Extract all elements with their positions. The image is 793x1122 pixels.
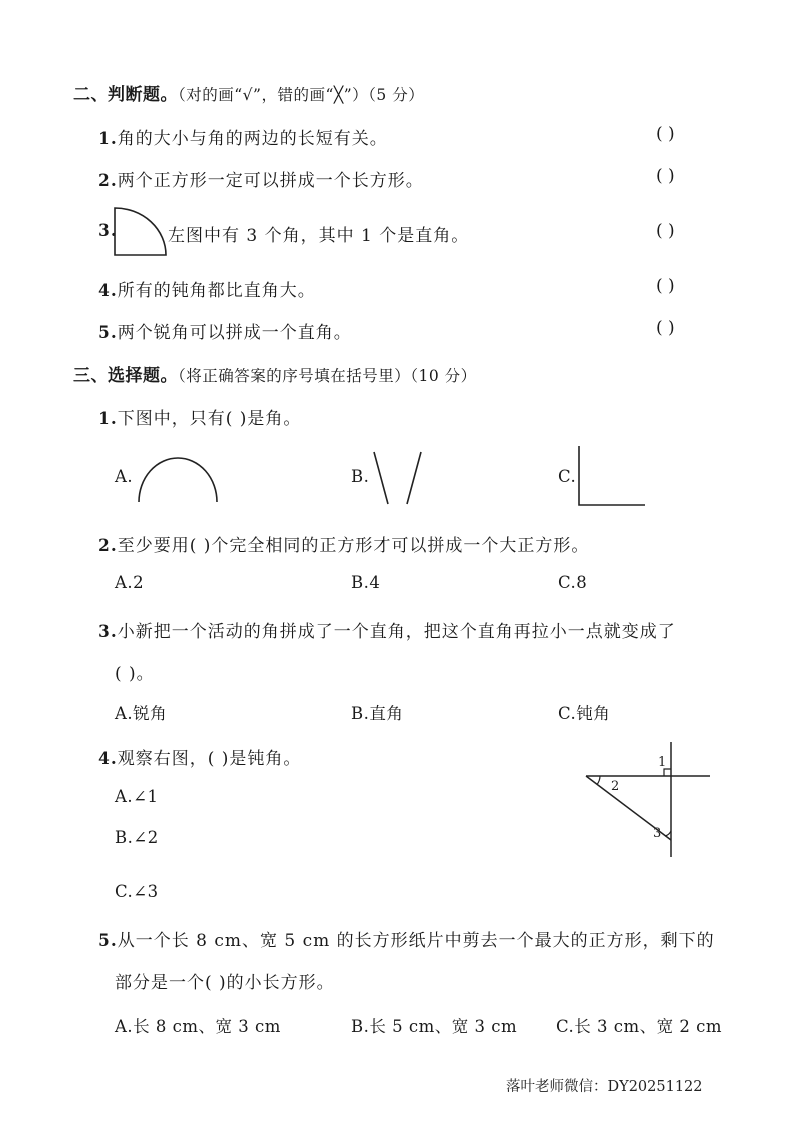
judge-item-3 — [168, 221, 469, 246]
item-text: 所有的钝角都比直角大。 — [117, 281, 316, 301]
q5-option-c[interactable]: C.长 3 cm、宽 2 cm — [556, 1017, 723, 1036]
footer-watermark: 落叶老师微信：DY20251122 — [506, 1079, 703, 1095]
q3-continuation: ( )。 — [115, 664, 155, 684]
q3-option-b[interactable]: B.直角 — [351, 704, 404, 723]
line-left — [374, 452, 388, 504]
angle-sides — [579, 446, 645, 505]
choice-q5 — [98, 926, 715, 951]
sector-figure — [114, 207, 170, 257]
answer-blank-3[interactable]: ( ) — [656, 221, 675, 241]
q2-option-a[interactable]: A.2 — [115, 573, 145, 592]
angle-label-2: 2 — [611, 779, 620, 794]
answer-blank-5[interactable]: ( ) — [656, 318, 675, 338]
item-text: 角的大小与角的两边的长短有关。 — [117, 129, 388, 149]
judge-item-1 — [98, 124, 388, 149]
q1-option-a[interactable]: A. — [115, 467, 134, 486]
item-number: 3. — [98, 221, 118, 241]
choice-q2 — [98, 531, 589, 556]
item-text: 从一个长 8 cm、宽 5 cm 的长方形纸片中剪去一个最大的正方形，剩下的 — [117, 931, 715, 951]
q1-option-c[interactable]: C. — [558, 467, 577, 486]
q5-option-b[interactable]: B.长 5 cm、宽 3 cm — [351, 1017, 518, 1036]
angles-figure — [580, 740, 715, 860]
q3-option-a[interactable]: A.锐角 — [115, 704, 168, 723]
two-lines-figure — [372, 450, 424, 506]
item-number: 5. — [98, 323, 118, 343]
line-right — [407, 452, 421, 504]
item-text: 左图中有 3 个角，其中 1 个是直角。 — [168, 226, 470, 246]
quarter-circle-shape — [115, 208, 166, 255]
q4-option-b[interactable]: B.∠2 — [115, 828, 159, 847]
angle-3-arc — [665, 831, 671, 836]
q2-option-b[interactable]: B.4 — [351, 573, 381, 592]
item-text: 两个正方形一定可以拼成一个长方形。 — [117, 171, 424, 191]
right-angle-figure — [577, 445, 647, 507]
judge-item-2 — [98, 166, 424, 191]
choice-q4 — [98, 744, 301, 769]
answer-blank-2[interactable]: ( ) — [656, 166, 675, 186]
item-number: 3. — [98, 622, 118, 642]
choice-q1 — [98, 404, 301, 429]
item-number: 4. — [98, 281, 118, 301]
section-3-title-text: 三、选择题。 — [73, 366, 178, 386]
section-3-title — [73, 361, 477, 386]
answer-blank-4[interactable]: ( ) — [656, 276, 675, 296]
item-text: 至少要用( )个完全相同的正方形才可以拼成一个大正方形。 — [117, 536, 590, 556]
item-number: 2. — [98, 536, 118, 556]
semicircle-arc — [139, 458, 217, 502]
item-text: 小新把一个活动的角拼成了一个直角，把这个直角再拉小一点就变成了 — [117, 622, 676, 642]
angle-2-arc — [597, 776, 600, 785]
q4-option-c[interactable]: C.∠3 — [115, 882, 159, 901]
section-2-title — [73, 80, 424, 105]
q1-option-b[interactable]: B. — [351, 467, 370, 486]
q5-continuation: 部分是一个( )的小长方形。 — [115, 973, 335, 993]
q2-option-c[interactable]: C.8 — [558, 573, 588, 592]
judge-item-5 — [98, 318, 352, 343]
item-text: 观察右图，( )是钝角。 — [117, 749, 302, 769]
angle-label-3: 3 — [653, 826, 662, 841]
item-text: 两个锐角可以拼成一个直角。 — [117, 323, 352, 343]
right-angle-mark — [664, 769, 671, 776]
item-number: 5. — [98, 931, 118, 951]
q5-option-a[interactable]: A.长 8 cm、宽 3 cm — [115, 1017, 281, 1036]
section-2-note: （对的画“√”，错的画“╳”）（5 分） — [178, 86, 425, 104]
section-3-note: （将正确答案的序号填在括号里）（10 分） — [178, 367, 477, 385]
judge-item-4 — [98, 276, 316, 301]
section-2-title-text: 二、判断题。 — [73, 85, 178, 105]
q3-option-c[interactable]: C.钝角 — [558, 704, 611, 723]
item-number: 2. — [98, 171, 118, 191]
answer-blank-1[interactable]: ( ) — [656, 124, 675, 144]
item-text: 下图中，只有( )是角。 — [117, 409, 302, 429]
item-number: 1. — [98, 409, 118, 429]
arc-figure — [136, 450, 220, 505]
angle-label-1: 1 — [658, 755, 667, 770]
item-number: 1. — [98, 129, 118, 149]
item-number: 4. — [98, 749, 118, 769]
choice-q3 — [98, 617, 676, 642]
q4-option-a[interactable]: A.∠1 — [115, 787, 159, 806]
